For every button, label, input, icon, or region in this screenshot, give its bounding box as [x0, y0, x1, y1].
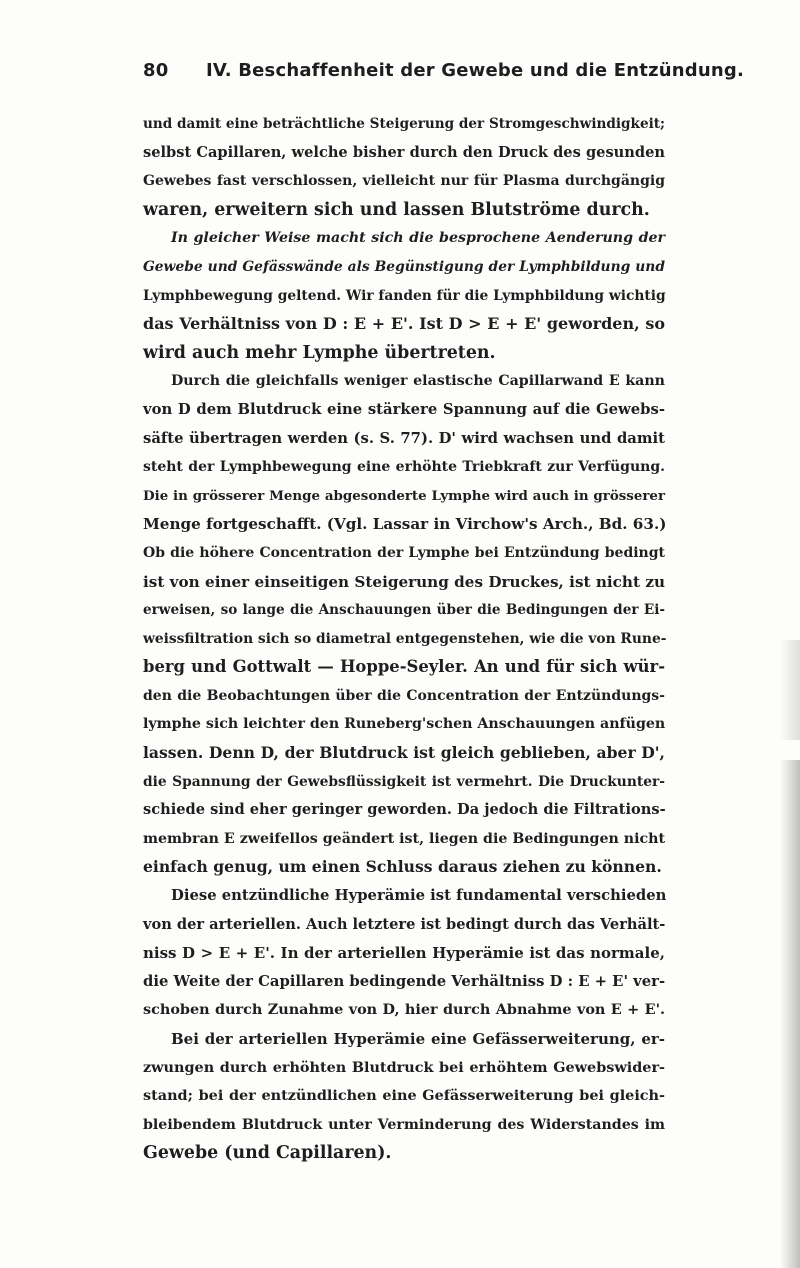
body-text: [143, 110, 665, 1168]
text-line: weissfiltration sich so diametral entgegenstehen, wie die von Rune-: [143, 630, 667, 647]
text-line: Lymphbewegung geltend. Wir fanden für die Lymphbildung wichtig: [143, 287, 666, 304]
text-line: zwungen durch erhöhten Blutdruck bei erhöhtem Gewebswider-: [143, 1058, 665, 1076]
text-line: von der arteriellen. Auch letztere ist bedingt durch das Verhält-: [143, 915, 666, 933]
text-line: die Spannung der Gewebsflüssigkeit ist vermehrt. Die Druckunter-: [143, 773, 665, 790]
text-line: einfach genug, um einen Schluss daraus ziehen zu können.: [143, 857, 662, 877]
text-line: bleibendem Blutdruck unter Verminderung des Widerstandes im: [143, 1116, 665, 1133]
chapter-title: IV. Beschaffenheit der Gewebe und die Entzündung.: [206, 60, 745, 81]
text-line: steht der Lymphbewegung eine erhöhte Triebkraft zur Verfügung.: [143, 459, 665, 476]
text-line: erweisen, so lange die Anschauungen über die Bedingungen der Ei-: [143, 602, 665, 619]
text-line: Gewebe (und Capillaren).: [143, 1143, 392, 1164]
text-line: waren, erweitern sich und lassen Blutströme durch.: [143, 199, 650, 220]
text-line: die Weite der Capillaren bedingende Verhältniss D : E + E' ver-: [143, 972, 666, 990]
page-edge-shadow: [780, 760, 800, 1268]
text-line: wird auch mehr Lymphe übertreten.: [143, 342, 496, 363]
text-line: berg und Gottwalt — Hoppe-Seyler. An und für sich wür-: [143, 657, 665, 677]
running-head: [143, 60, 745, 88]
text-line: Gewebes fast verschlossen, vielleicht nur für Plasma durchgängig: [143, 173, 665, 190]
text-line: Die in grösserer Menge abgesonderte Lymphe wird auch in grösserer: [143, 487, 665, 504]
text-line: das Verhältniss von D : E + E'. Ist D > E + E' geworden, so: [143, 314, 665, 334]
text-line: Diese entzündliche Hyperämie ist fundamental verschieden: [171, 887, 667, 905]
text-line: membran E zweifellos geändert ist, liegen die Bedingungen nicht: [143, 830, 665, 847]
text-line: säfte übertragen werden (s. S. 77). D' wird wachsen und damit: [143, 429, 665, 447]
text-line: niss D > E + E'. In der arteriellen Hyperämie ist das normale,: [143, 944, 665, 963]
text-line: Menge fortgeschafft. (Vgl. Lassar in Virchow's Arch., Bd. 63.): [143, 515, 667, 534]
text-line: Durch die gleichfalls weniger elastische Capillarwand E kann: [171, 373, 665, 390]
text-line: den die Beobachtungen über die Concentration der Entzündungs-: [143, 687, 665, 704]
text-line: lymphe sich leichter den Runeberg'schen Anschauungen anfügen: [143, 716, 666, 733]
text-line: schiede sind eher geringer geworden. Da jedoch die Filtrations-: [143, 801, 666, 819]
text-line: Ob die höhere Concentration der Lymphe bei Entzündung bedingt: [143, 544, 665, 561]
page-number: 80: [143, 60, 169, 81]
text-line: ist von einer einseitigen Steigerung des Druckes, ist nicht zu: [143, 572, 665, 591]
text-line: Bei der arteriellen Hyperämie eine Gefässerweiterung, er-: [171, 1030, 665, 1048]
page-edge-shadow: [780, 640, 800, 740]
text-line: und damit eine beträchtliche Steigerung der Stromgeschwindigkeit;: [143, 116, 666, 132]
text-line: schoben durch Zunahme von D, hier durch Abnahme von E + E'.: [143, 1001, 665, 1019]
text-line: selbst Capillaren, welche bisher durch den Druck des gesunden: [143, 143, 665, 161]
text-line: stand; bei der entzündlichen eine Gefässerweiterung bei gleich-: [143, 1087, 665, 1105]
text-line: lassen. Denn D, der Blutdruck ist gleich geblieben, aber D',: [143, 743, 665, 763]
text-line: In gleicher Weise macht sich die besprochene Aenderung der: [171, 230, 665, 247]
text-line: Gewebe und Gefässwände als Begünstigung der Lymphbildung und: [143, 258, 665, 275]
text-line: von D dem Blutdruck eine stärkere Spannung auf die Gewebs-: [143, 400, 665, 418]
